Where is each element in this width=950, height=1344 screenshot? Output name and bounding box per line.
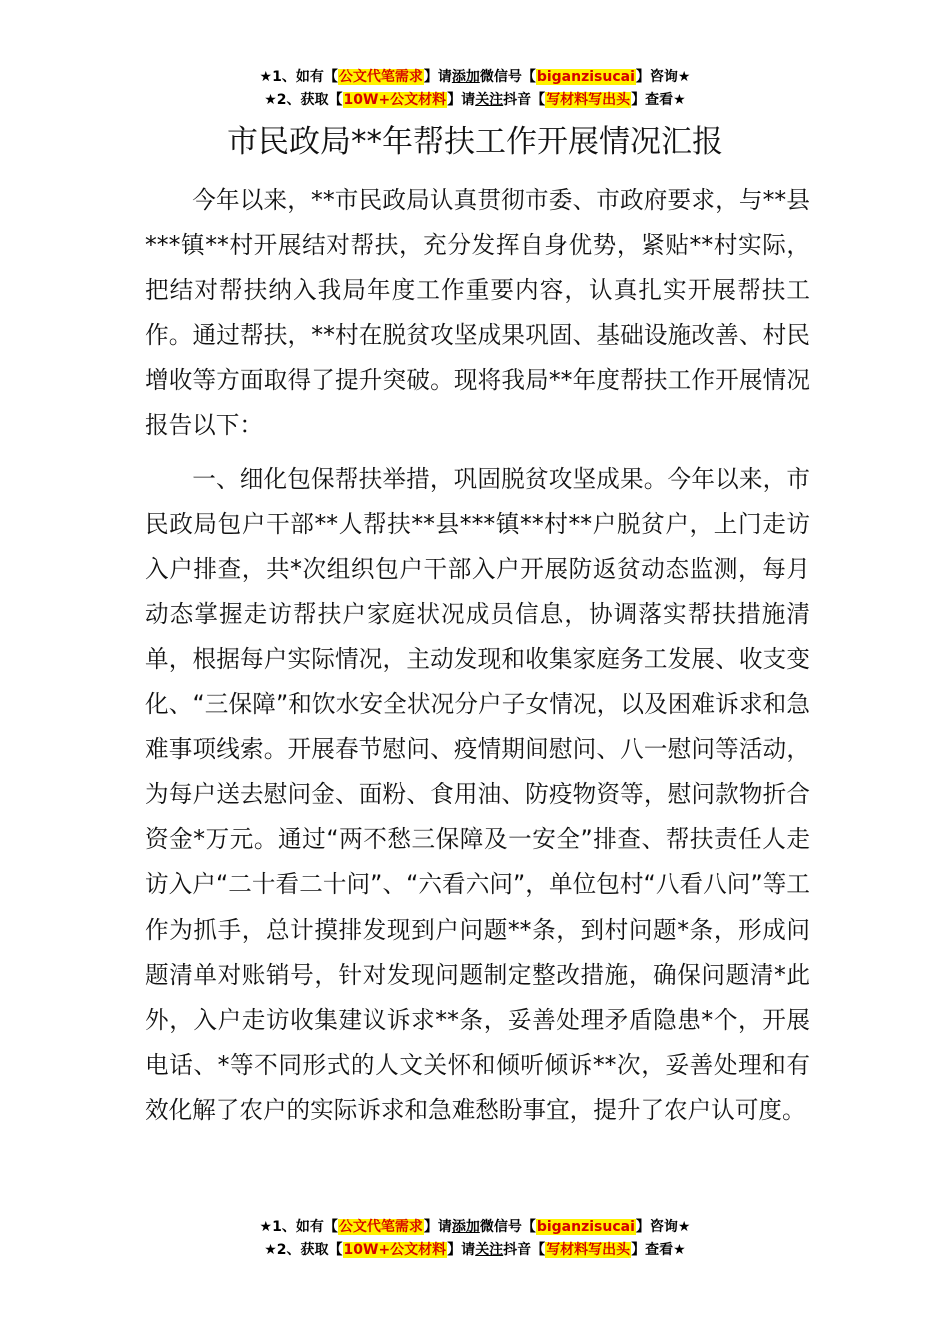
promo-line-1: ★1、如有【公文代笔需求】请添加微信号【biganzisucai】咨询★ (259, 69, 691, 85)
bottom-promo-banner (0, 1216, 950, 1262)
douyin-id-highlight: 写材料写出头 (546, 1242, 631, 1258)
promo-highlight: 10W+公文材料 (343, 92, 447, 108)
promo-highlight: 10W+公文材料 (343, 1242, 447, 1258)
paragraph-intro: 今年以来，**市民政局认真贯彻市委、市政府要求，与**县***镇**村开展结对帮扶，充分发挥自身优势，紧贴**村实际，把结对帮扶纳入我局年度工作重要内容，认真扎实开展帮扶工作。通过帮扶，**村在脱贫攻坚成果巩固、基础设施改善、村民增收等方面取得了提升突破。现将我局**年度帮扶工作开展情况报告以下： (145, 186, 810, 440)
promo-line-1: ★1、如有【公文代笔需求】请添加微信号【biganzisucai】咨询★ (259, 1219, 691, 1235)
promo-highlight: 公文代笔需求 (338, 69, 423, 85)
document-body (145, 178, 810, 1133)
promo-line-2: ★2、获取【10W+公文材料】请关注抖音【写材料写出头】查看★ (264, 1242, 686, 1258)
wechat-id-highlight: biganzisucai (536, 69, 635, 85)
promo-highlight: 公文代笔需求 (338, 1219, 423, 1235)
promo-line-2: ★2、获取【10W+公文材料】请关注抖音【写材料写出头】查看★ (264, 92, 686, 108)
wechat-id-highlight: biganzisucai (536, 1219, 635, 1235)
paragraph-section-one: 一、细化包保帮扶举措，巩固脱贫攻坚成果。今年以来，市民政局包户干部**人帮扶**县***镇**村**户脱贫户，上门走访入户排查，共*次组织包户干部入户开展防返贫动态监测，每月动态掌握走访帮扶户家庭状况成员信息，协调落实帮扶措施清单，根据每户实际情况，主动发现和收集家庭务工发展、收支变化、“三保障”和饮水安全状况分户子女情况，以及困难诉求和急难事项线索。开展春节慰问、疫情期间慰问、八一慰问等活动，为每户送去慰问金、面粉、食用油、防疫物资等，慰问款物折合资金*万元。通过“两不愁三保障及一安全”排查、帮扶责任人走访入户“二十看二十问”、“六看六问”，单位包村“八看八问”等工作为抓手，总计摸排发现到户问题**条，到村问题*条，形成问题清单对账销号，针对发现问题制定整改措施，确保问题清*此外，入户走访收集建议诉求**条，妥善处理矛盾隐患*个，开展电话、*等不同形式的人文关怀和倾听倾诉**次，妥善处理和有效化解了农户的实际诉求和急难愁盼事宜，提升了农户认可度。 (145, 464, 810, 1124)
document-title: 市民政局**年帮扶工作开展情况汇报 (227, 124, 723, 160)
douyin-id-highlight: 写材料写出头 (546, 92, 631, 108)
top-promo-banner (0, 66, 950, 112)
